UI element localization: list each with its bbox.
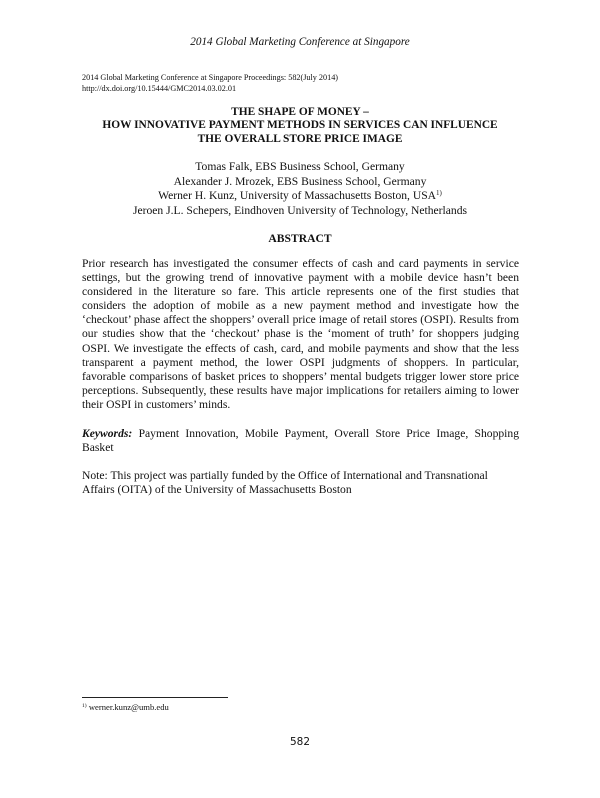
- footnote-divider: [82, 697, 228, 698]
- author-text: Tomas Falk, EBS Business School, Germany: [195, 160, 405, 173]
- author-line: [60, 204, 540, 219]
- author-text: Alexander J. Mrozek, EBS Business School, Germany: [173, 174, 427, 188]
- author-text: Jeroen J.L. Schepers, Eindhoven University of Technology, Netherlands: [132, 203, 468, 217]
- author-line: [60, 160, 540, 175]
- proceedings-line: 2014 Global Marketing Conference at Singapore Proceedings: 582(July 2014): [82, 73, 339, 82]
- footnote-email[interactable]: werner.kunz@umb.edu: [88, 702, 169, 712]
- footnote-marker: 1): [82, 703, 87, 709]
- author-text: Werner H. Kunz, University of Massachusetts Boston, USA: [158, 189, 437, 203]
- author-list: [60, 160, 540, 218]
- proceedings-info: [82, 73, 338, 94]
- keywords: [82, 427, 519, 455]
- keywords-text: Payment Innovation, Mobile Payment, Overall Store Price Image, Shopping Basket: [82, 427, 519, 455]
- keywords-label: Keywords:: [82, 427, 133, 440]
- paper-title: [60, 106, 540, 146]
- author-footnote-marker: 1): [436, 189, 442, 198]
- page-number: 582: [289, 736, 311, 748]
- footnote: [82, 702, 169, 712]
- running-head: 2014 Global Marketing Conference at Singapore: [190, 36, 410, 48]
- abstract-text: Prior research has investigated the consumer effects of cash and card payments in service settings, but the growing trend of innovative payment with a mobile device hasn’t been considered in the literature so fare. This article represents one of the first studies that considers the adoption of mobile as a new payment method and investigate how the ‘checkout’ phase affect the shoppers’ overall price image of retail stores (OSPI). Results from our studies show that the ‘checkout’ phase is the ‘moment of truth’ for shoppers judging OSPI. We investigate the effects of cash, card, and mobile payments and show that the less transparent a payment method, the lower OSPI judgments of shoppers. In particular, favorable comparisons of basket prices to shoppers’ mental budgets trigger lower store price perceptions. Subsequently, these results have major implications for retailers aiming to lower their OSPI in customers’ minds.: [82, 257, 519, 411]
- author-line: [60, 175, 540, 190]
- author-line: [60, 189, 540, 204]
- title-line: HOW INNOVATIVE PAYMENT METHODS IN SERVICES CAN INFLUENCE: [102, 119, 498, 132]
- title-line: THE OVERALL STORE PRICE IMAGE: [197, 132, 403, 145]
- abstract-heading: ABSTRACT: [268, 232, 332, 245]
- funding-note: Note: This project was partially funded by the Office of International and Transnational Affairs (OITA) of the University of Massachusetts Boston: [82, 469, 488, 497]
- title-line: THE SHAPE OF MONEY –: [231, 106, 369, 118]
- doi-link[interactable]: http://dx.doi.org/10.15444/GMC2014.03.02.01: [82, 83, 237, 93]
